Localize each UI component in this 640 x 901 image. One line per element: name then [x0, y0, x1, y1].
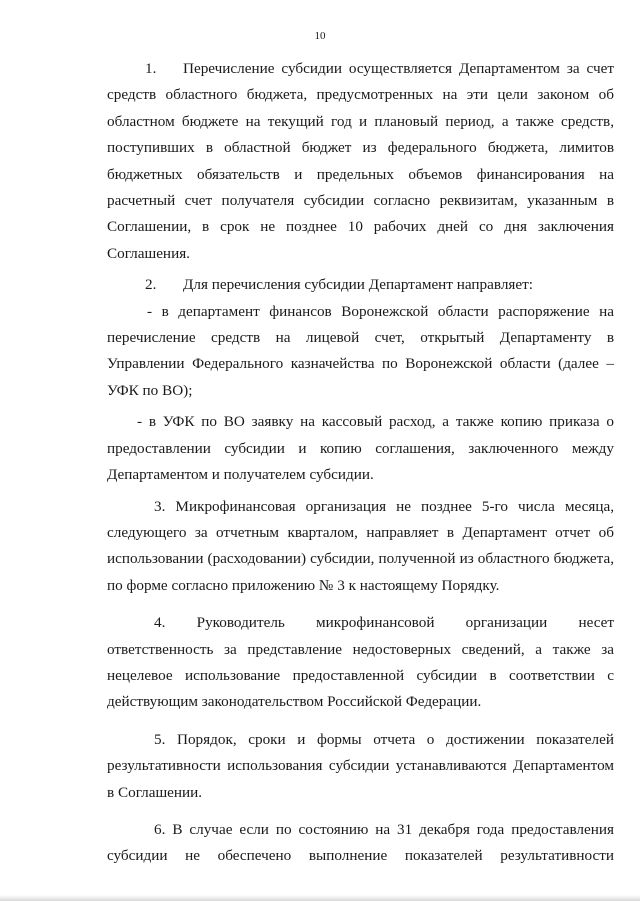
paragraph-5: 5. Порядок, сроки и формы отчета о достижении показателей результативности использования субсидии устанавливаются Департаментом в Соглашении.	[107, 730, 614, 801]
scan-bottom-edge	[0, 895, 640, 901]
paragraph-2-text: Для перечисления субсидии Департамент направляет:	[183, 276, 534, 294]
document-body	[107, 56, 614, 870]
paragraph-1-text: Перечисление субсидии осуществляется Департаментом за счет средств областного бюджета, предусмотренных на эти цели законом об областном бюджете на текущий год и плановый период, а также средств, поступивших в областной бюджет из федерального бюджета, лимитов бюджетных обязательств и предельных объемов финансирования на расчетный счет получателя субсидии согласно реквизитам, указанным в Соглашении, в срок не позднее 10 рабочих дней со дня заключения Соглашения.	[107, 60, 614, 262]
paragraph-1-number: 1.	[145, 60, 157, 77]
paragraph-3: 3. Микрофинансовая организация не позднее 5-го числа месяца, следующего за отчетным кварталом, направляет в Департамент отчет об использовании (расходовании) субсидии, полученной из областного бюджета, по форме согласно приложению № 3 к настоящему Порядку.	[107, 497, 614, 594]
paragraph-2-item-b: - в УФК по ВО заявку на кассовый расход, а также копию приказа о предоставлении субсидии и копию соглашения, заключенного между Департаментом и получателем субсидии.	[107, 413, 614, 484]
paragraph-4: 4. Руководитель микрофинансовой организации несет ответственность за представление недостоверных сведений, а также за нецелевое использование предоставленной субсидии в соответствии с действующим законодательством Российской Федерации.	[107, 614, 614, 711]
paragraph-2-number: 2.	[145, 276, 157, 294]
paragraph-2	[107, 272, 614, 298]
paragraph-6: 6. В случае если по состоянию на 31 декабря года предоставления субсидии не обеспечено выполнение показателей результативности	[107, 820, 614, 865]
page-number: 10	[314, 30, 326, 42]
paragraph-2-item-a: - в департамент финансов Воронежской области распоряжение на перечисление средств на лицевой счет, открытый Департаменту в Управлении Федерального казначейства по Воронежской области (далее – УФК по ВО);	[107, 302, 614, 399]
paragraph-1	[107, 56, 614, 267]
